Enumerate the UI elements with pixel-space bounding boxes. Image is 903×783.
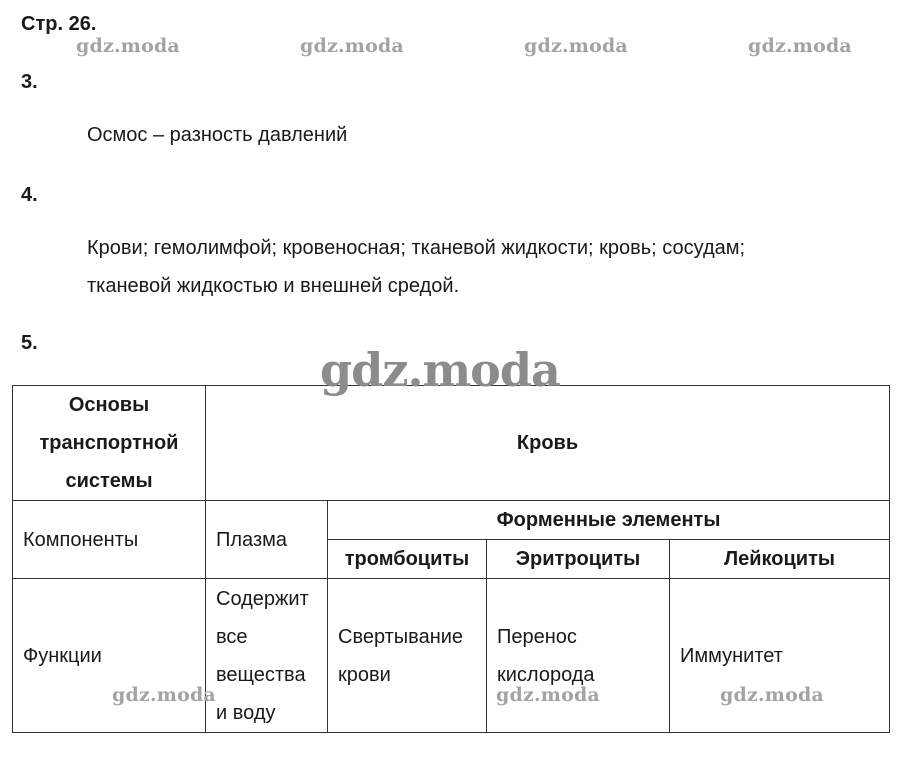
task-3-number: 3.	[21, 71, 38, 93]
formed-elements-header: Форменные элементы	[328, 501, 890, 540]
functions-label: Функции	[13, 579, 206, 733]
watermark: gdz.moda	[300, 35, 404, 57]
watermark: gdz.moda	[496, 684, 600, 706]
header-line: транспортной	[39, 432, 179, 454]
leukocytes-header: Лейкоциты	[670, 540, 890, 579]
cell-line: крови	[338, 663, 391, 686]
cell-line: Содержит	[216, 587, 309, 610]
header-blood: Кровь	[206, 386, 890, 501]
page-title: Стр. 26.	[21, 13, 97, 35]
cell-line: все	[216, 625, 248, 648]
cell-line: кислорода	[497, 663, 595, 686]
table-row	[13, 579, 890, 733]
task-4-answer-line-2: тканевой жидкостью и внешней средой.	[87, 275, 460, 297]
watermark-large: gdz.moda	[320, 343, 560, 397]
watermark: gdz.moda	[720, 684, 824, 706]
erythrocytes-header: Эритроциты	[487, 540, 670, 579]
components-label: Компоненты	[13, 501, 206, 579]
watermark: gdz.moda	[76, 35, 180, 57]
task-3-answer: Осмос – разность давлений	[87, 124, 348, 146]
header-line: системы	[65, 470, 153, 492]
cell-line: Перенос	[497, 625, 577, 648]
plasma-function	[206, 579, 328, 733]
cell-line: вещества	[216, 663, 306, 686]
task-5-number: 5.	[21, 332, 38, 354]
cell-line: и воду	[216, 701, 276, 724]
header-line: Основы	[68, 394, 150, 416]
leukocytes-function: Иммунитет	[670, 579, 890, 733]
cell-line: Свертывание	[338, 625, 464, 648]
plasma-cell: Плазма	[206, 501, 328, 579]
watermark: gdz.moda	[524, 35, 628, 57]
platelets-function	[328, 579, 487, 733]
watermark: gdz.moda	[748, 35, 852, 57]
table-header-row	[13, 386, 890, 501]
erythrocytes-function	[487, 579, 670, 733]
watermark: gdz.moda	[112, 684, 216, 706]
header-transport-system	[13, 386, 206, 501]
table-row	[13, 501, 890, 540]
blood-components-table	[12, 385, 890, 733]
task-4-answer-line-1: Крови; гемолимфой; кровеносная; тканевой жидкости; кровь; сосудам;	[87, 237, 746, 259]
task-4-number: 4.	[21, 184, 38, 206]
platelets-header: тромбоциты	[328, 540, 487, 579]
